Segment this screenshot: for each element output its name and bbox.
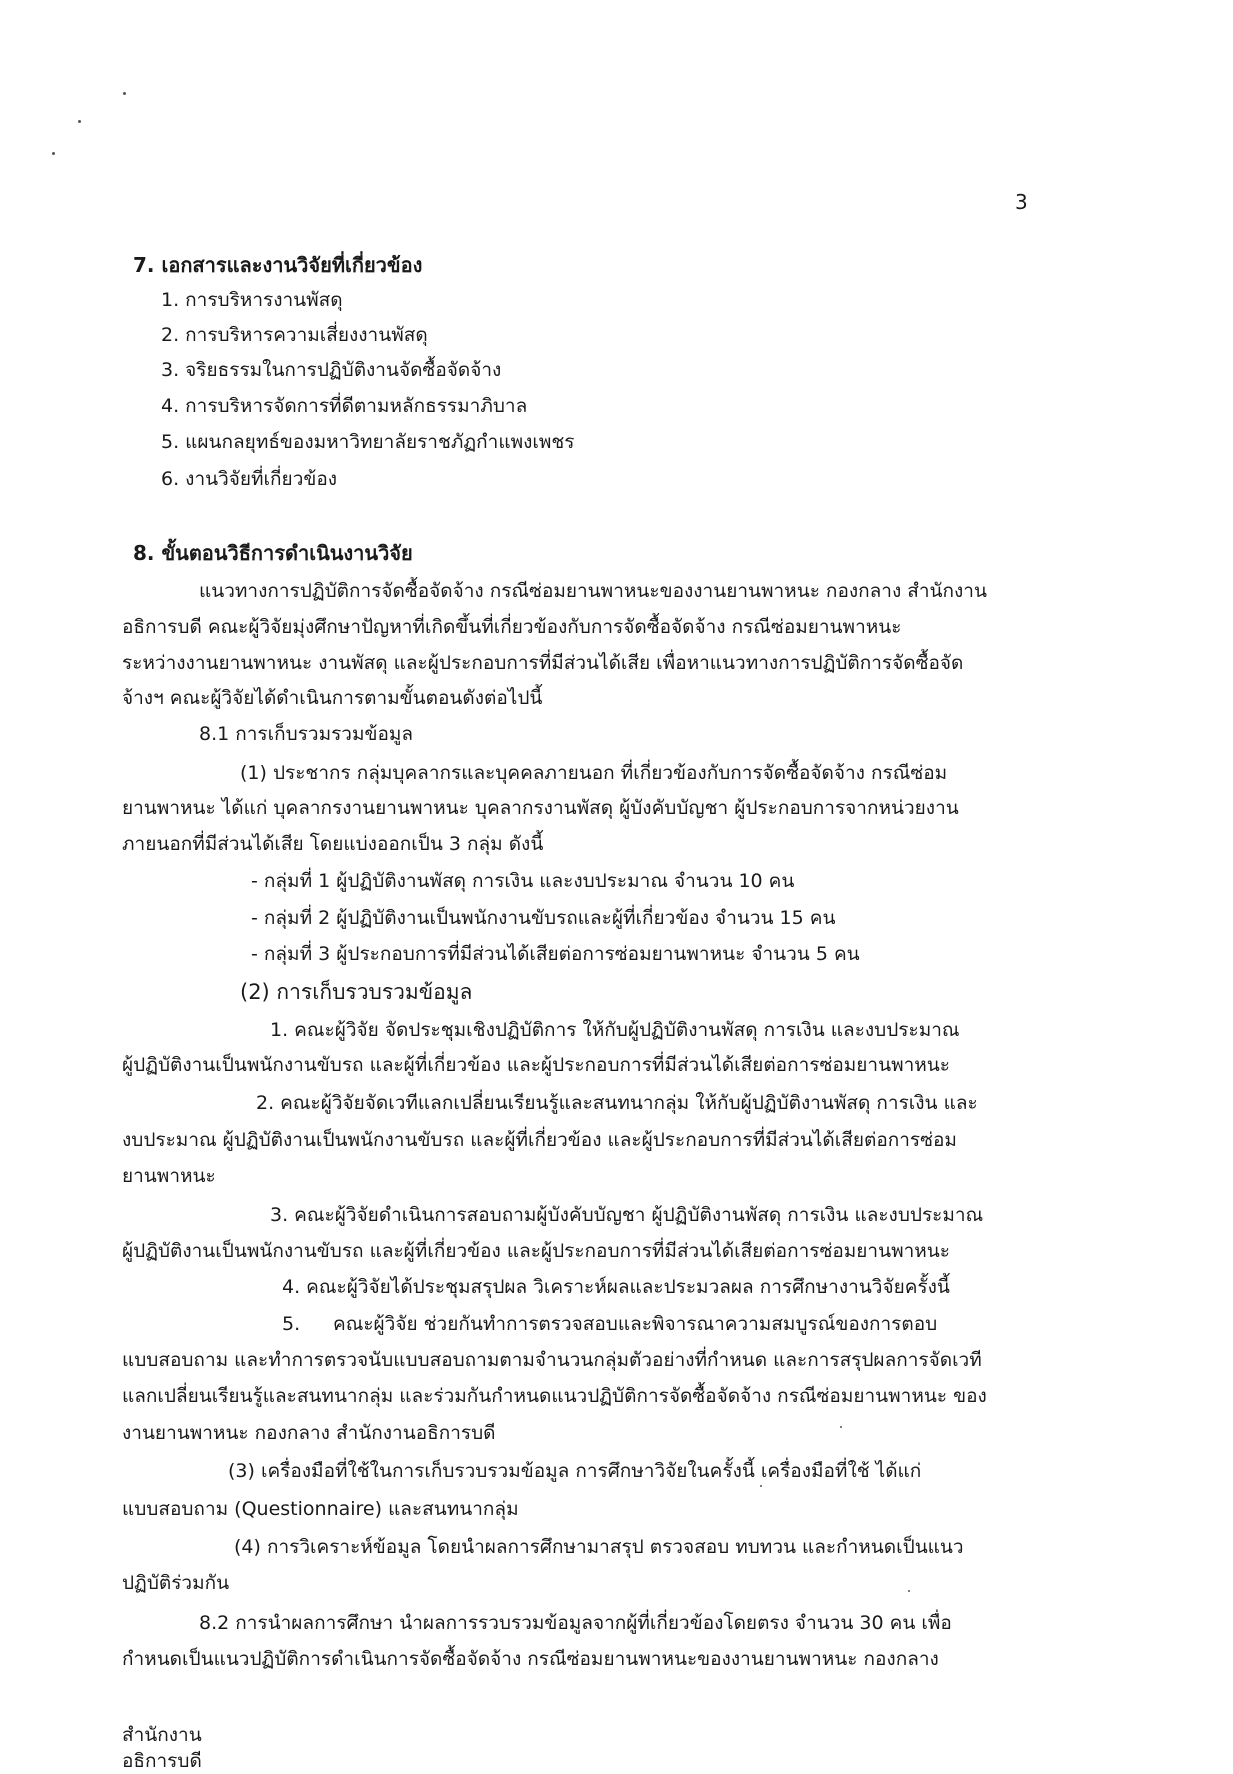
paragraph-line: คณะผู้วิจัย ช่วยกันทำการตรวจสอบและพิจารณาความสมบูรณ์ของการตอบ — [333, 1313, 938, 1335]
subsection-heading: 8.2 การนำผลการศึกษา นำผลการรวบรวมข้อมูลจากผู้ที่เกี่ยวข้องโดยตรง จำนวน 30 คน เพื่อ — [199, 1612, 952, 1634]
paragraph-line: ยานพาหนะ — [122, 1165, 216, 1187]
subsection-heading: 8.1 การเก็บรวมรวมข้อมูล — [199, 723, 414, 745]
section-7-item: 6. งานวิจัยที่เกี่ยวข้อง — [161, 468, 338, 490]
paragraph-line: แนวทางการปฏิบัติการจัดซื้อจัดจ้าง กรณีซ่อมยานพาหนะของงานยานพาหนะ กองกลาง สำนักงาน — [199, 580, 987, 602]
item-number: 5. — [282, 1313, 301, 1335]
paragraph-line: ภายนอกที่มีส่วนได้เสีย โดยแบ่งออกเป็น 3 กลุ่ม ดังนี้ — [122, 833, 544, 855]
group-item: - กลุ่มที่ 2 ผู้ปฏิบัติงานเป็นพนักงานขับรถและผู้ที่เกี่ยวข้อง จำนวน 15 คน — [251, 907, 836, 929]
group-item: - กลุ่มที่ 3 ผู้ประกอบการที่มีส่วนได้เสียต่อการซ่อมยานพาหนะ จำนวน 5 คน — [251, 943, 860, 965]
section-7-item: 2. การบริหารความเสี่ยงงานพัสดุ — [161, 324, 428, 346]
paragraph-line: ระหว่างงานยานพาหนะ งานพัสดุ และผู้ประกอบการที่มีส่วนได้เสีย เพื่อหาแนวทางการปฏิบัติการจัดซื้อจัด — [122, 652, 964, 674]
paragraph-line: สำนักงานอธิการบดี — [122, 1724, 202, 1772]
cutoff-line — [122, 1724, 277, 1772]
paragraph-line: งบประมาณ ผู้ปฏิบัติงานเป็นพนักงานขับรถ และผู้ที่เกี่ยวข้อง และผู้ประกอบการที่มีส่วนได้เสียต่อการซ่อม — [122, 1129, 957, 1151]
scan-speck — [52, 152, 55, 155]
subsection-heading: (2) การเก็บรวบรวมข้อมูล — [240, 980, 473, 1004]
paragraph-line: 4. คณะผู้วิจัยได้ประชุมสรุปผล วิเคราะห์ผลและประมวลผล การศึกษางานวิจัยครั้งนี้ — [282, 1276, 950, 1298]
section-7-item: 1. การบริหารงานพัสดุ — [161, 289, 343, 311]
section-7-item: 5. แผนกลยุทธ์ของมหาวิทยาลัยราชภัฏกำแพงเพชร — [161, 431, 575, 453]
section-8-heading: 8. ขั้นตอนวิธีการดำเนินงานวิจัย — [133, 541, 413, 565]
paragraph-line: จ้างฯ คณะผู้วิจัยได้ดำเนินการตามขั้นตอนดังต่อไปนี้ — [122, 687, 543, 709]
paragraph-line: 1. คณะผู้วิจัย จัดประชุมเชิงปฏิบัติการ ให้กับผู้ปฏิบัติงานพัสดุ การเงิน และงบประมาณ — [270, 1019, 960, 1041]
paragraph-line: ผู้ปฏิบัติงานเป็นพนักงานขับรถ และผู้ที่เกี่ยวข้อง และผู้ประกอบการที่มีส่วนได้เสียต่อการซ่อมยานพาหนะ — [122, 1240, 950, 1262]
section-7-heading: 7. เอกสารและงานวิจัยที่เกี่ยวข้อง — [133, 253, 423, 277]
paragraph-line: (4) การวิเคราะห์ข้อมูล โดยนำผลการศึกษามาสรุป ตรวจสอบ ทบทวน และกำหนดเป็นแนว — [234, 1536, 964, 1558]
paragraph-line: ปฏิบัติร่วมกัน — [122, 1572, 230, 1594]
paragraph-line: กำหนดเป็นแนวปฏิบัติการดำเนินการจัดซื้อจัดจ้าง กรณีซ่อมยานพาหนะของงานยานพาหนะ กองกลาง — [122, 1648, 939, 1670]
section-7-item: 3. จริยธรรมในการปฏิบัติงานจัดซื้อจัดจ้าง — [161, 359, 502, 381]
paragraph-line: (3) เครื่องมือที่ใช้ในการเก็บรวบรวมข้อมูล การศึกษาวิจัยในครั้งนี้ เครื่องมือที่ใช้ ได้แก่ — [228, 1460, 922, 1482]
paragraph-line: งานยานพาหนะ กองกลาง สำนักงานอธิการบดี — [122, 1422, 496, 1444]
paragraph-line: ผู้ปฏิบัติงานเป็นพนักงานขับรถ และผู้ที่เกี่ยวข้อง และผู้ประกอบการที่มีส่วนได้เสียต่อการซ่อมยานพาหนะ — [122, 1054, 950, 1076]
paragraph-line: (1) ประชากร กลุ่มบุคลากรและบุคคลภายนอก ที่เกี่ยวข้องกับการจัดซื้อจัดจ้าง กรณีซ่อม — [240, 762, 948, 784]
scan-speck — [840, 1426, 842, 1428]
page-number: 3 — [1015, 190, 1028, 214]
paragraph-line: ยานพาหนะ ได้แก่ บุคลากรงานยานพาหนะ บุคลากรงานพัสดุ ผู้บังคับบัญชา ผู้ประกอบการจากหน่วยงาน — [122, 797, 959, 819]
scan-speck — [123, 92, 126, 95]
section-7-item: 4. การบริหารจัดการที่ดีตามหลักธรรมาภิบาล — [161, 395, 528, 417]
paragraph-line: แลกเปลี่ยนเรียนรู้และสนทนากลุ่ม และร่วมกันกำหนดแนวปฏิบัติการจัดซื้อจัดจ้าง กรณีซ่อมยานพาหนะ ของ — [122, 1385, 987, 1407]
scan-speck — [760, 1485, 762, 1487]
paragraph-line: 2. คณะผู้วิจัยจัดเวทีแลกเปลี่ยนเรียนรู้และสนทนากลุ่ม ให้กับผู้ปฏิบัติงานพัสดุ การเงิน และ — [256, 1092, 978, 1114]
paragraph-line: อธิการบดี คณะผู้วิจัยมุ่งศึกษาปัญหาที่เกิดขึ้นที่เกี่ยวข้องกับการจัดซื้อจัดจ้าง กรณีซ่อมยานพาหนะ — [122, 616, 902, 638]
group-item: - กลุ่มที่ 1 ผู้ปฏิบัติงานพัสดุ การเงิน และงบประมาณ จำนวน 10 คน — [251, 870, 795, 892]
paragraph-line: แบบสอบถาม และทำการตรวจนับแบบสอบถามตามจำนวนกลุ่มตัวอย่างที่กำหนด และการสรุปผลการจัดเวที — [122, 1349, 982, 1371]
paragraph-line: 3. คณะผู้วิจัยดำเนินการสอบถามผู้บังคับบัญชา ผู้ปฏิบัติงานพัสดุ การเงิน และงบประมาณ — [270, 1204, 984, 1226]
scan-speck — [78, 120, 81, 123]
scan-speck — [908, 1590, 910, 1592]
paragraph-line: แบบสอบถาม (Questionnaire) และสนทนากลุ่ม — [122, 1498, 519, 1520]
